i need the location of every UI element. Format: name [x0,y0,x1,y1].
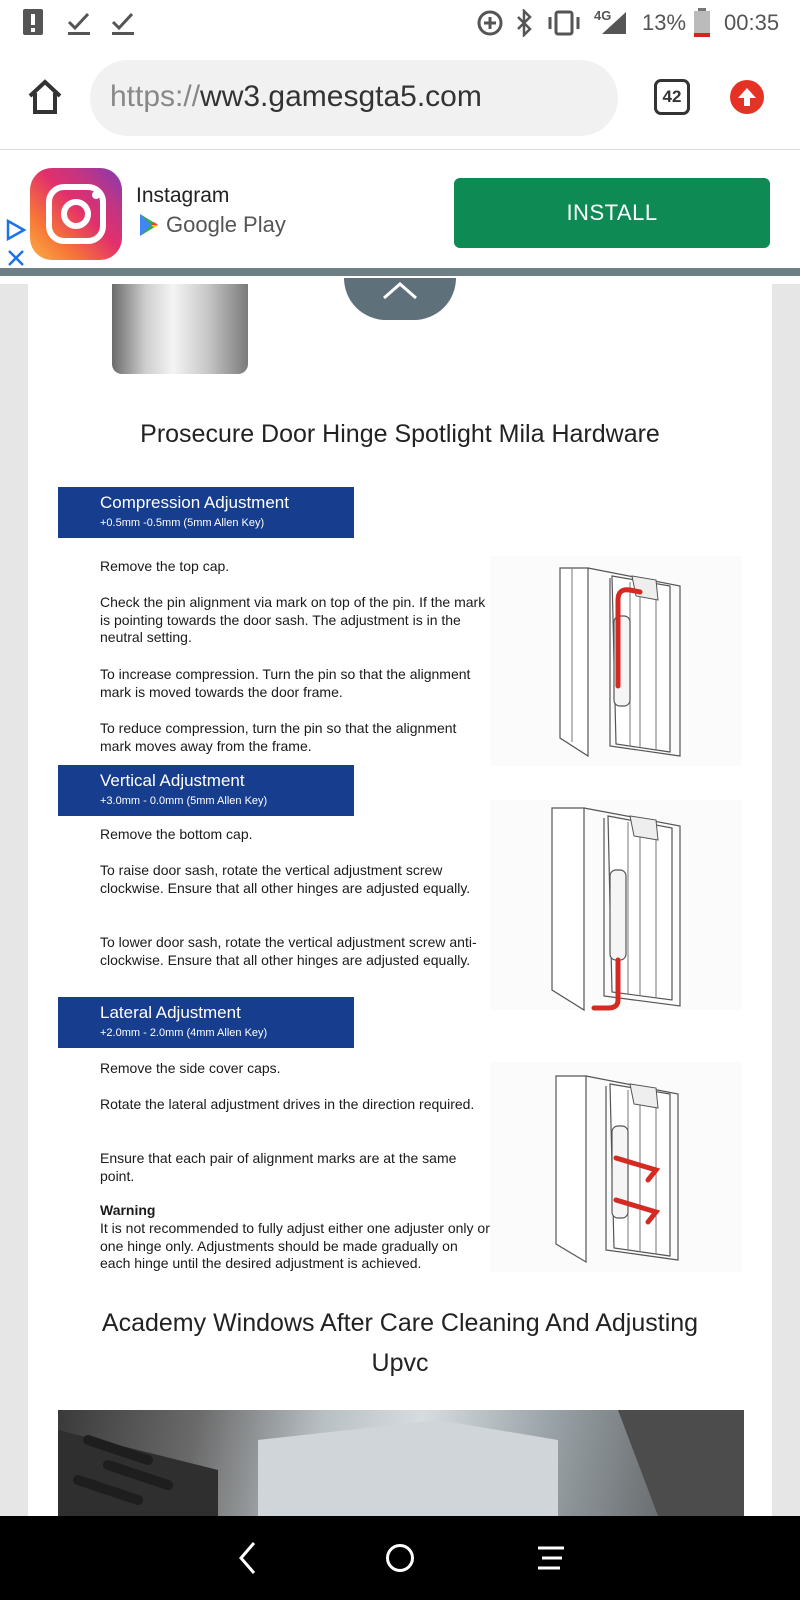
compression-diagram [490,556,742,766]
window-hinge-photo [58,1410,744,1516]
browser-toolbar [0,46,800,150]
section-header-vertical: Vertical Adjustment +3.0mm - 0.0mm (5mm Allen Key) [58,765,354,816]
install-button[interactable]: INSTALL [454,178,770,248]
clock: 00:35 [724,10,780,35]
alert-icon [22,8,44,36]
paragraph: Ensure that each pair of alignment marks are at the same point. [100,1150,457,1184]
system-nav-bar [0,1516,800,1600]
menu-update-icon[interactable] [728,78,766,116]
hinge-diagram-icon [490,800,742,1020]
download-done-icon [110,10,136,36]
paragraph: Remove the side cover caps. [100,1060,281,1076]
url-input[interactable] [90,60,618,136]
paragraph: Remove the bottom cap. [100,826,253,842]
status-bar [0,0,800,46]
paragraph: Rotate the lateral adjustment drives in the direction required. [100,1096,475,1112]
signal-icon [600,10,628,36]
heading-prosecure: Prosecure Door Hinge Spotlight Mila Hardware [140,420,660,448]
vertical-diagram [490,800,742,1010]
warning-title: Warning [100,1202,156,1218]
back-icon[interactable] [236,1540,258,1576]
lateral-diagram [490,1062,742,1272]
paragraph: Remove the top cap. [100,558,230,574]
photo-shapes [58,1410,744,1516]
battery-percent: 13% [642,10,687,35]
section-header-compression: Compression Adjustment +0.5mm -0.5mm (5mm Allen Key) [58,487,354,538]
close-icon[interactable] [6,248,26,268]
paragraph: Check the pin alignment via mark on top of the pin. If the mark is pointing towards the door sash. The adjustment is in the neutral setting. [100,594,486,645]
paragraph: To reduce compression, turn the pin so that the alignment mark moves away from the frame. [100,720,457,754]
section-header-lateral: Lateral Adjustment +2.0mm - 2.0mm (4mm Allen Key) [58,997,354,1048]
hinge-diagram-icon [490,1062,742,1272]
hinge-diagram-icon [490,556,742,766]
vibrate-icon [546,9,582,37]
ad-app-name: Instagram [136,184,230,207]
data-saver-icon [476,9,504,37]
ad-store: Google Play [138,212,286,238]
home-button-icon[interactable] [384,1542,416,1574]
download-done-icon [66,10,92,36]
instagram-logo-icon[interactable] [30,168,122,260]
bluetooth-icon [514,9,534,37]
paragraph: To raise door sash, rotate the vertical adjustment screw clockwise. Ensure that all other hinges are adjusted equally. [100,862,471,896]
heading-academy-windows: Academy Windows After Care Cleaning And Adjusting Upvc [101,1309,699,1377]
chevron-up-icon [382,278,418,302]
url-text: https://ww3.gamesgta5.com [110,80,482,113]
home-icon[interactable] [26,78,64,116]
network-type: 4G [594,8,612,23]
ad-banner[interactable] [0,152,800,276]
warning-text: It is not recommended to fully adjust either one adjuster only or one hinge only. Adjustments should be made gradually on each hinge until the desired adjustment is achieved. [100,1220,490,1271]
tab-switcher-button[interactable]: 42 [654,79,690,115]
hinge-product-image [112,284,248,374]
google-play-icon [138,213,160,237]
recents-menu-icon[interactable] [536,1544,566,1572]
battery-icon [692,8,712,38]
paragraph: To lower door sash, rotate the vertical adjustment screw anti-clockwise. Ensure that all other hinges are adjusted equally. [100,934,477,968]
adchoices-icon[interactable] [4,218,28,242]
paragraph: To increase compression. Turn the pin so that the alignment mark is moved towards the door frame. [100,666,471,700]
